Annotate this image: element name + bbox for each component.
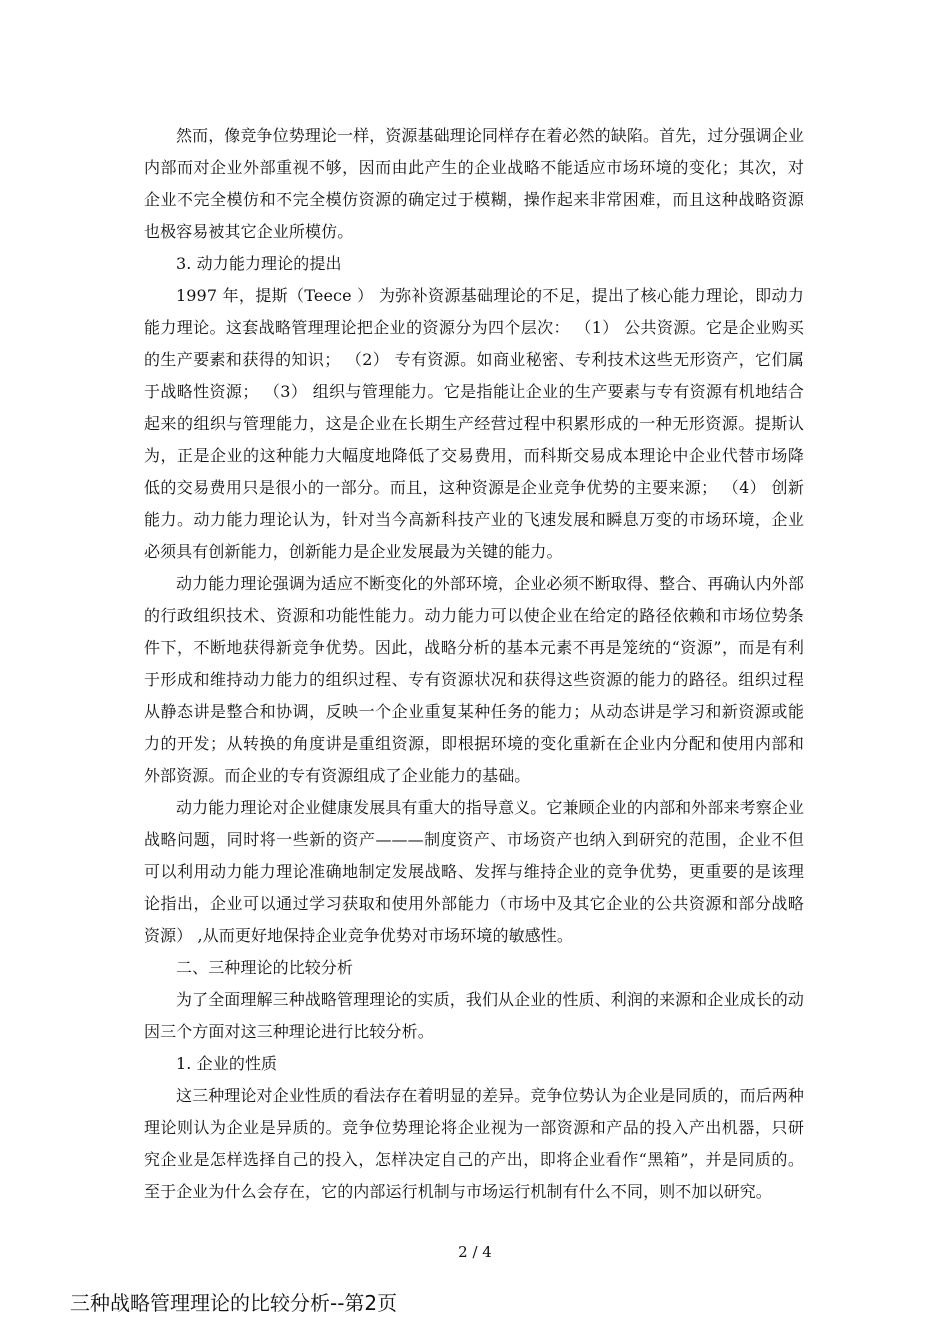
heading-firm-nature: 1. 企业的性质 [176,1054,278,1073]
page-number: 2 / 4 [458,1243,492,1261]
heading-comparison: 二、三种理论的比较分析 [176,958,354,977]
document-body [144,120,804,1208]
paragraph-firm-nature: 这三种理论对企业性质的看法存在着明显的差异。竞争位势认为企业是同质的，而后两种理论则认为企业是异质的。竞争位势理论将企业视为一部资源和产品的投入产出机器，只研究企业是怎样选择自己的投入，怎样决定自己的产出，即将企业看作“黑箱”，并是同质的。至于企业为什么会存在，它的内部运行机制与市场运行机制有什么不同，则不加以研究。 [144,1086,804,1201]
heading-dynamic-capability: 3. 动力能力理论的提出 [176,254,342,273]
paragraph-dynamic-capability-emphasis: 动力能力理论强调为适应不断变化的外部环境，企业必须不断取得、整合、再确认内外部的行政组织技术、资源和功能性能力。动力能力可以使企业在给定的路径依赖和市场位势条件下，不断地获得新竞争优势。因此，战略分析的基本元素不再是笼统的“资源”，而是有利于形成和维持动力能力的组织过程、专有资源状况和获得这些资源的能力的路径。组织过程从静态讲是整合和协调，反映一个企业重复某种任务的能力；从动态讲是学习和新资源或能力的开发；从转换的角度讲是重组资源，即根据环境的变化重新在企业内分配和使用内部和外部资源。而企业的专有资源组成了企业能力的基础。 [144,574,804,785]
paragraph-comparison-intro: 为了全面理解三种战略管理理论的实质，我们从企业的性质、利润的来源和企业成长的动因三个方面对这三种理论进行比较分析。 [144,990,804,1041]
document-title-footer: 三种战略管理理论的比较分析--第2页 [70,1291,398,1315]
paragraph-guiding-significance: 动力能力理论对企业健康发展具有重大的指导意义。它兼顾企业的内部和外部来考察企业战略问题，同时将一些新的资产———制度资产、市场资产也纳入到研究的范围，企业不但可以利用动力能力理论准确地制定发展战略、发挥与维持企业的竞争优势，更重要的是该理论指出，企业可以通过学习获取和使用外部能力（市场中及其它企业的公共资源和部分战略资源） ,从而更好地保持企业竞争优势对市场环境的敏感性。 [144,798,804,945]
paragraph-resource-theory-flaws: 然而，像竞争位势理论一样，资源基础理论同样存在着必然的缺陷。首先，过分强调企业内部而对企业外部重视不够，因而由此产生的企业战略不能适应市场环境的变化；其次，对企业不完全模仿和不完全模仿资源的确定过于模糊，操作起来非常困难，而且这种战略资源也极容易被其它企业所模仿。 [144,126,804,241]
paragraph-teece-theory: 1997 年，提斯（Teece ） 为弥补资源基础理论的不足，提出了核心能力理论，即动力能力理论。这套战略管理理论把企业的资源分为四个层次： （1） 公共资源。它是企业购买的生产要素和获得的知识； （2） 专有资源。如商业秘密、专利技术这些无形资产，它们属于战略性资源； （3） 组织与管理能力。它是指能让企业的生产要素与专有资源有机地结合起来的组织与管理能力，这是企业在长期生产经营过程中积累形成的一种无形资源。提斯认为，正是企业的这种能力大幅度地降低了交易费用，而科斯交易成本理论中企业代替市场降低的交易费用只是很小的一部分。而且，这种资源是企业竞争优势的主要来源； （4） 创新能力。动力能力理论认为，针对当今高新科技产业的飞速发展和瞬息万变的市场环境，企业必须具有创新能力，创新能力是企业发展最为关键的能力。 [144,286,804,561]
